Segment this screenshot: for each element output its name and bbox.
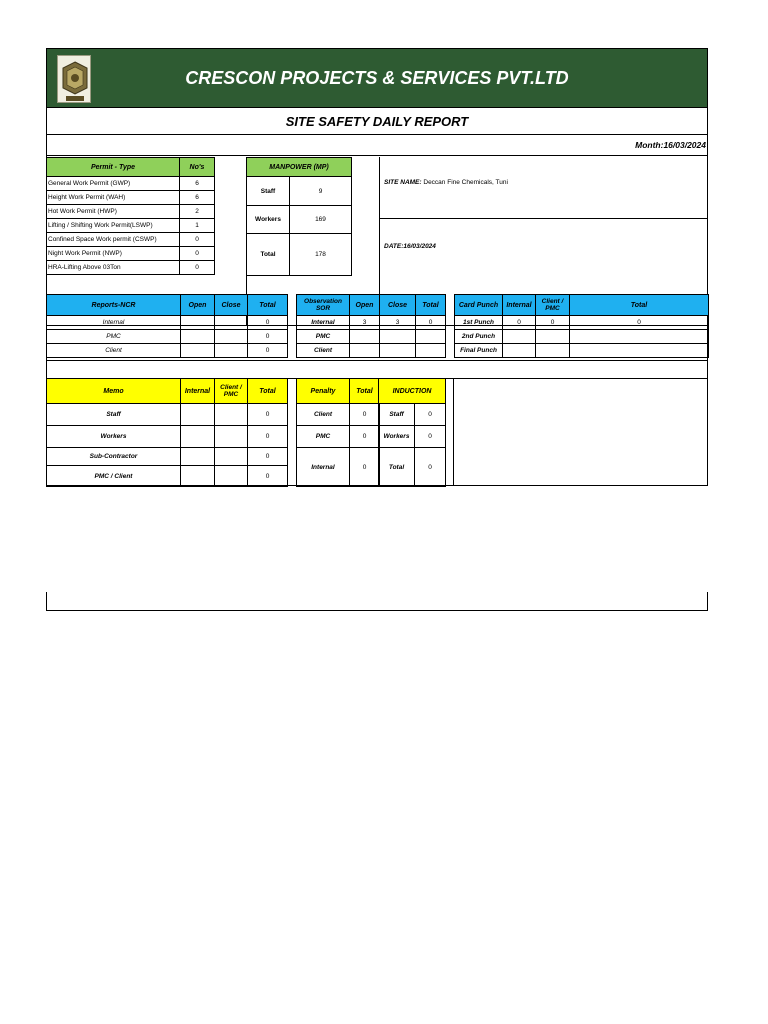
column-divider xyxy=(296,378,297,486)
ncr-label: Client xyxy=(47,344,181,358)
ncr-header: Reports-NCR xyxy=(47,295,181,316)
permit-value: 6 xyxy=(180,177,215,191)
ncr-total: 0 xyxy=(248,316,288,330)
penalty-header: Penalty xyxy=(297,379,350,404)
ncr-open-header: Open xyxy=(181,295,215,316)
memo-table xyxy=(46,378,288,487)
sor-label: PMC xyxy=(297,330,350,344)
ncr-close-header: Close xyxy=(215,295,248,316)
permit-nos-header: No's xyxy=(180,158,215,177)
permit-label: Lifting / Shifting Work Permit(LSWP) xyxy=(47,219,180,233)
penalty-table xyxy=(296,378,380,487)
punch-client-header: Client / PMC xyxy=(536,295,570,316)
punch-total-header: Total xyxy=(570,295,709,316)
memo-client-header: Client / PMC xyxy=(215,379,248,404)
memo-header: Memo xyxy=(47,379,181,404)
memo-internal xyxy=(181,404,215,426)
memo-client xyxy=(215,448,248,466)
company-name: CRESCON PROJECTS & SERVICES PVT.LTD xyxy=(185,68,569,88)
memo-internal xyxy=(181,466,215,487)
permit-value: 1 xyxy=(180,219,215,233)
section-divider xyxy=(47,378,707,379)
punch-label: 1st Punch xyxy=(455,316,503,330)
ncr-total-header: Total xyxy=(248,295,288,316)
manpower-value: 169 xyxy=(290,206,352,234)
permit-value: 2 xyxy=(180,205,215,219)
memo-label: Workers xyxy=(47,426,181,448)
permit-type-header: Permit - Type xyxy=(47,158,180,177)
column-divider xyxy=(453,378,454,486)
permit-label: Confined Space Work permit (CSWP) xyxy=(47,233,180,247)
ncr-total: 0 xyxy=(248,330,288,344)
memo-internal-header: Internal xyxy=(181,379,215,404)
section-divider xyxy=(47,360,707,361)
report-month: Month:16/03/2024 xyxy=(47,135,707,156)
permit-label: Height Work Permit (WAH) xyxy=(47,191,180,205)
permit-value: 0 xyxy=(180,233,215,247)
site-date: DATE:16/03/2024 xyxy=(384,243,436,250)
sor-close xyxy=(380,344,416,358)
memo-internal xyxy=(181,426,215,448)
punch-label: 2nd Punch xyxy=(455,330,503,344)
penalty-total: 0 xyxy=(350,448,380,487)
sor-total xyxy=(416,330,446,344)
site-name-value: Deccan Fine Chemicals, Tuni xyxy=(423,179,508,186)
ncr-close xyxy=(215,330,248,344)
punch-internal-header: Internal xyxy=(503,295,536,316)
ncr-open xyxy=(181,316,215,330)
memo-total: 0 xyxy=(248,426,288,448)
sor-total-header: Total xyxy=(416,295,446,316)
memo-client xyxy=(215,404,248,426)
penalty-total-header: Total xyxy=(350,379,380,404)
permit-label: Night Work Permit (NWP) xyxy=(47,247,180,261)
memo-total: 0 xyxy=(248,466,288,487)
punch-client: 0 xyxy=(536,316,570,330)
induction-value: 0 xyxy=(415,448,446,487)
sor-open: 3 xyxy=(350,316,380,330)
punch-client xyxy=(536,344,570,358)
ncr-open xyxy=(181,330,215,344)
penalty-label: Internal xyxy=(297,448,350,487)
report-title: SITE SAFETY DAILY REPORT xyxy=(47,108,707,135)
memo-total: 0 xyxy=(248,448,288,466)
empty-footer-box xyxy=(46,592,708,611)
punch-client xyxy=(536,330,570,344)
punch-internal xyxy=(503,344,536,358)
memo-total: 0 xyxy=(248,404,288,426)
ncr-label: Internal xyxy=(47,316,181,330)
sor-close: 3 xyxy=(380,316,416,330)
permit-label: HRA-Lifting Above 03Ton xyxy=(47,261,180,275)
sor-open-header: Open xyxy=(350,295,380,316)
sor-label: Internal xyxy=(297,316,350,330)
permit-value: 6 xyxy=(180,191,215,205)
induction-value: 0 xyxy=(415,426,446,448)
ncr-label: PMC xyxy=(47,330,181,344)
sor-total: 0 xyxy=(416,316,446,330)
punch-label: Final Punch xyxy=(455,344,503,358)
sor-open xyxy=(350,344,380,358)
punch-total xyxy=(570,330,709,344)
column-divider xyxy=(445,378,446,486)
penalty-label: PMC xyxy=(297,426,350,448)
memo-label: PMC / Client xyxy=(47,466,181,487)
memo-label: Sub-Contractor xyxy=(47,448,181,466)
punch-internal: 0 xyxy=(503,316,536,330)
ncr-total: 0 xyxy=(248,344,288,358)
memo-total-header: Total xyxy=(248,379,288,404)
induction-header: INDUCTION xyxy=(379,379,446,404)
permit-value: 0 xyxy=(180,247,215,261)
ncr-open xyxy=(181,344,215,358)
site-name-label: SITE NAME: xyxy=(384,179,422,186)
sor-close xyxy=(380,330,416,344)
manpower-value: 9 xyxy=(290,177,352,206)
permit-label: General Work Permit (GWP) xyxy=(47,177,180,191)
sor-open xyxy=(350,330,380,344)
card-punch-table xyxy=(454,294,709,358)
penalty-total: 0 xyxy=(350,404,380,426)
induction-table xyxy=(378,378,446,487)
punch-header: Card Punch xyxy=(455,295,503,316)
penalty-label: Client xyxy=(297,404,350,426)
memo-client xyxy=(215,426,248,448)
memo-label: Staff xyxy=(47,404,181,426)
manpower-label: Total xyxy=(247,234,290,276)
ncr-close xyxy=(215,316,248,330)
permit-value: 0 xyxy=(180,261,215,275)
permit-label: Hot Work Permit (HWP) xyxy=(47,205,180,219)
ncr-table xyxy=(46,294,288,358)
induction-label: Workers xyxy=(379,426,415,448)
manpower-value: 178 xyxy=(290,234,352,276)
punch-total: 0 xyxy=(570,316,709,330)
manpower-label: Staff xyxy=(247,177,290,206)
sor-close-header: Close xyxy=(380,295,416,316)
punch-total xyxy=(570,344,709,358)
manpower-label: Workers xyxy=(247,206,290,234)
manpower-table xyxy=(246,157,352,276)
site-name xyxy=(384,179,508,186)
induction-value: 0 xyxy=(415,404,446,426)
permit-table xyxy=(46,157,215,275)
memo-internal xyxy=(181,448,215,466)
daily-report-sheet xyxy=(46,48,708,486)
sor-total xyxy=(416,344,446,358)
penalty-total: 0 xyxy=(350,426,380,448)
sor-header: Observation SOR xyxy=(297,295,350,316)
memo-client xyxy=(215,466,248,487)
induction-label: Total xyxy=(379,448,415,487)
site-divider xyxy=(380,218,708,219)
column-divider xyxy=(287,378,288,486)
sor-table xyxy=(296,294,446,358)
ncr-close xyxy=(215,344,248,358)
manpower-header: MANPOWER (MP) xyxy=(247,158,352,177)
sor-label: Client xyxy=(297,344,350,358)
induction-label: Staff xyxy=(379,404,415,426)
punch-internal xyxy=(503,330,536,344)
